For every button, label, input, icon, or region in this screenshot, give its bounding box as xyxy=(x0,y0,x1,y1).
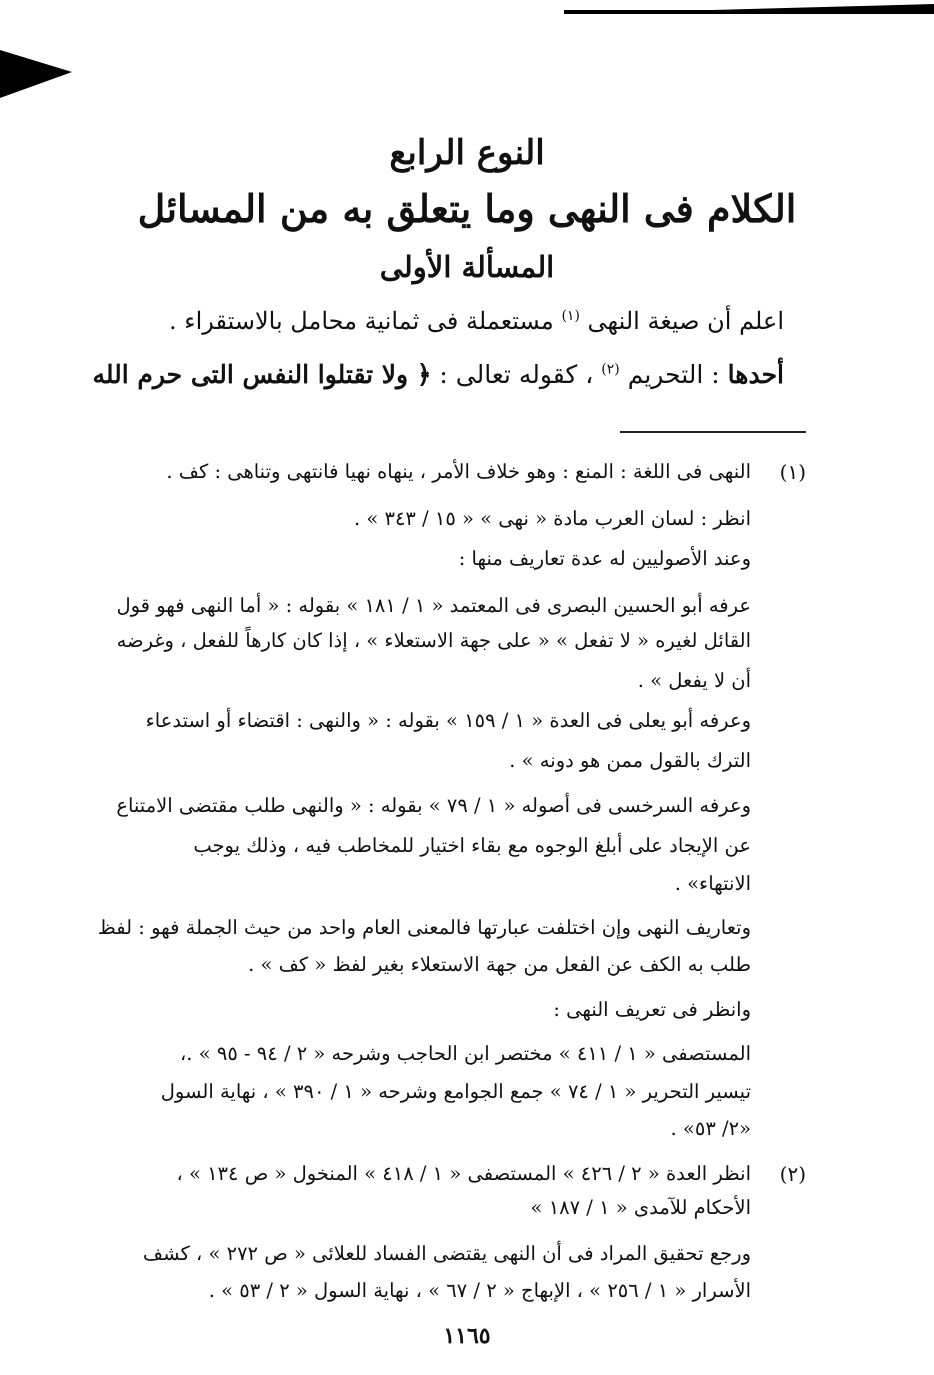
body-text: ، كقوله تعالى : xyxy=(439,360,594,389)
footnote-line: الأحكام للآمدى « ١ / ١٨٧ » xyxy=(530,1196,751,1219)
footnote-ref-2: (٢) xyxy=(601,361,620,378)
issue-heading: المسألة الأولى xyxy=(379,250,555,284)
chapter-topic-heading: الكلام فى النهى وما يتعلق به من المسائل xyxy=(137,186,797,231)
footnote-line: وانظر فى تعريف النهى : xyxy=(553,998,751,1021)
footnote-line: عن الإيجاد على أبلغ الوجوه مع بقاء اختيار للمخاطب فيه ، وذلك يوجب xyxy=(193,834,751,857)
page-number: ١١٦٥ xyxy=(443,1323,491,1349)
footnote-line: عرفه أبو الحسين البصرى فى المعتمد « ١ / ١٨١ » بقوله : « أما النهى فهو قول xyxy=(116,594,751,617)
footnote-line: المستصفى « ١ / ٤١١ » مختصر ابن الحاجب وشرحه « ٢ / ٩٤ - ٩٥ » .، xyxy=(180,1042,751,1065)
chapter-kind-heading: النوع الرابع xyxy=(389,133,545,173)
footnote-line: طلب به الكف عن الفعل من جهة الاستعلاء بغير لفظ « كف » . xyxy=(248,953,751,976)
footnote-line: وتعاريف النهى وإن اختلفت عبارتها فالمعنى العام واحد من حيث الجملة فهو : لفظ xyxy=(97,916,751,939)
footnote-line: وعرفه أبو يعلى فى العدة « ١ / ١٥٩ » بقوله : « والنهى : اقتضاء أو استدعاء xyxy=(145,709,751,732)
footnote-line: انظر العدة « ٢ / ٤٢٦ » المستصفى « ١ / ٤١٨ » المنخول « ص ١٣٤ » ، xyxy=(176,1162,751,1185)
body-text: مستعملة فى ثمانية محامل بالاستقراء . xyxy=(169,307,554,335)
quran-quote: ﴿ ولا تقتلوا النفس التى حرم الله xyxy=(92,360,432,389)
footnote-2-number: (٢) xyxy=(779,1162,806,1186)
body-line-1 xyxy=(120,307,784,335)
footnote-1-number: (١) xyxy=(779,460,806,484)
footnote-line: أن لا يفعل » . xyxy=(637,669,751,692)
footnote-line: انظر : لسان العرب مادة « نهى » « ١٥ / ٣٤٣ » . xyxy=(353,507,751,530)
footnote-line: النهى فى اللغة : المنع : وهو خلاف الأمر ، ينهاه نهيا فانتهى وتناهى : كف . xyxy=(166,460,751,483)
body-line-2 xyxy=(92,360,784,389)
footnote-line: وعرفه السرخسى فى أصوله « ١ / ٧٩ » بقوله : « والنهى طلب مقتضى الامتناع xyxy=(116,794,751,817)
body-lead-word: أحدها xyxy=(727,360,784,389)
footnote-separator xyxy=(620,431,806,433)
body-text: : التحريم xyxy=(627,360,720,389)
footnote-line: الانتهاء» . xyxy=(674,872,751,895)
footnote-line: الأسرار « ١ / ٢٥٦ » ، الإبهاج « ٢ / ٦٧ » ، نهاية السول « ٢ / ٥٣ » . xyxy=(208,1279,751,1302)
footnote-ref-1: (١) xyxy=(561,308,580,324)
footnote-line: «٢/ ٥٣» . xyxy=(670,1117,751,1140)
footnote-line: الترك بالقول ممن هو دونه » . xyxy=(509,749,751,772)
footnote-line: وعند الأصوليين له عدة تعاريف منها : xyxy=(458,547,751,570)
footnote-line: ورجع تحقيق المراد فى أن النهى يقتضى الفساد للعلائى « ص ٢٧٢ » ، كشف xyxy=(142,1242,751,1265)
body-text: اعلم أن صيغة النهى xyxy=(587,307,784,335)
footnote-line: تيسير التحرير « ١ / ٧٤ » جمع الجوامع وشرحه « ١ / ٣٩٠ » ، نهاية السول xyxy=(160,1080,751,1103)
footnote-line: القائل لغيره « لا تفعل » « على جهة الاستعلاء » ، إذا كان كارهاً للفعل ، وغرضه xyxy=(116,629,751,652)
